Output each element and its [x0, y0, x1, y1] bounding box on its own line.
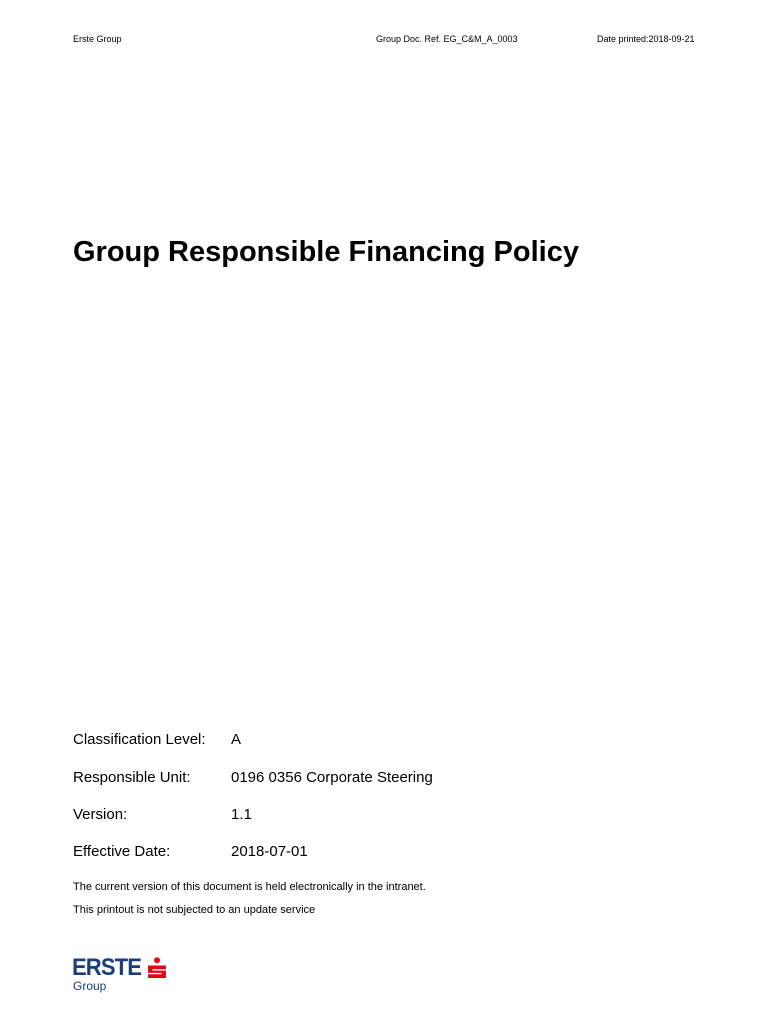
- meta-label: Version:: [73, 806, 128, 823]
- header-doc-ref: Group Doc. Ref. EG_C&M_A_0003: [376, 34, 518, 44]
- meta-label: Effective Date:: [73, 843, 171, 860]
- document-title: Group Responsible Financing Policy: [73, 236, 579, 268]
- meta-value: A: [231, 731, 242, 748]
- note-update-service: This printout is not subjected to an update service: [73, 904, 316, 916]
- meta-value: 1.1: [231, 806, 252, 823]
- header-company: Erste Group: [73, 34, 122, 44]
- erste-group-logo: [72, 955, 172, 997]
- meta-value: 2018-07-01: [231, 843, 308, 860]
- meta-label: Responsible Unit:: [73, 769, 191, 786]
- meta-value: 0196 0356 Corporate Steering: [231, 769, 433, 786]
- note-intranet: The current version of this document is held electronically in the intranet.: [73, 881, 426, 893]
- logo-subtext: Group: [73, 979, 107, 993]
- header-date-printed: Date printed:2018-09-21: [597, 34, 695, 44]
- erste-s-mark-icon: [146, 957, 168, 979]
- logo-wordmark: ERSTE: [72, 954, 142, 981]
- meta-label: Classification Level:: [73, 731, 206, 748]
